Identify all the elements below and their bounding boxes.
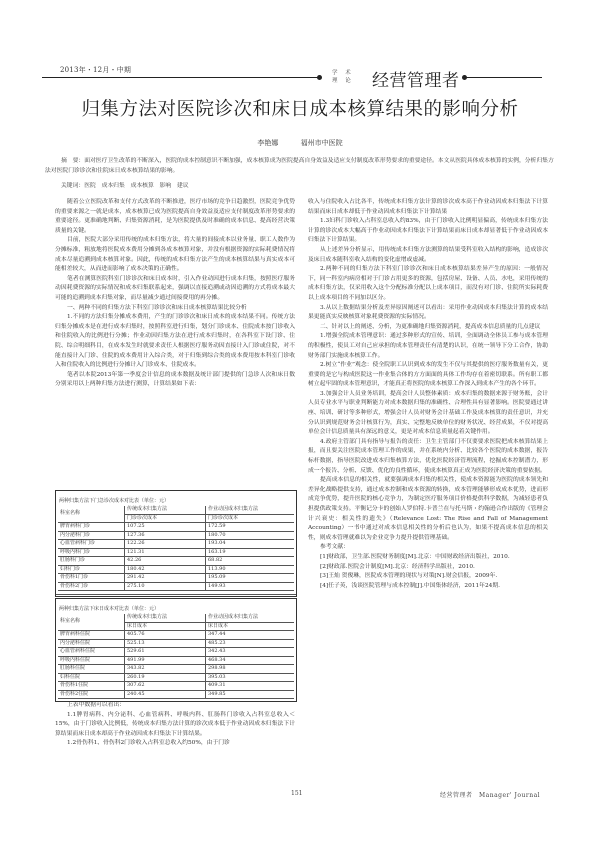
cell-traditional: 525.13 xyxy=(125,639,206,648)
table-row xyxy=(58,582,294,591)
table-row xyxy=(58,531,294,540)
cell-traditional: 121.31 xyxy=(125,548,206,557)
table-row xyxy=(58,574,294,583)
reference-item: [3]王灿 贺俊琳，医院成本管理的现状与对策[N].财会信报，2009年. xyxy=(320,573,498,580)
table-row xyxy=(58,523,294,532)
paragraph: 3.加强会计人员业务培训，提高会计人员整体素质：成本归集的数据来源于财务账，会计人员专业水平与职业判断能力对成本数据归集的准确性、合理性具有显著影响。医院要通过讲座、培训、研讨等多种形式，增强会计人员对财务会计基础工作及成本核算的责任意识，并充分认识到规范财务会计核算行为，真实、完整地反映单位的财务状况、经营成果，不仅对提高单位会计信息质量具有深远的意义，更是对成本信息质量起着关键作用。 xyxy=(308,390,548,436)
header-dept: 科室名称 xyxy=(58,614,125,631)
outpatient-cost-table xyxy=(55,490,297,597)
cell-dept: 妇科住院 xyxy=(58,673,125,682)
cell-dept: 内分泌科住院 xyxy=(58,639,125,648)
cell-dept: 妇科门诊 xyxy=(58,565,125,574)
cell-traditional: 240.45 xyxy=(125,690,206,699)
left-column-continued xyxy=(55,701,295,749)
cell-activity: 163.19 xyxy=(206,548,295,557)
cell-activity: 409.31 xyxy=(206,682,295,691)
paragraph: 2.两种不同的归集方法下科室门诊诊次和床日成本核算结果差异产生的原因：一般情况下，同一科室内病房相对于门诊占用更多的资源，包括房屋、设备、人员、水电，采用传统的成本归集方法，仅采用收入这个分配标准分配以上成本项目，而没有对门诊、住院所实际耗费以上成本项目的不同加以区分。 xyxy=(308,266,548,301)
cell-activity: 195.09 xyxy=(206,574,295,583)
author-name: 李艳娜 xyxy=(257,139,279,147)
inpatient-cost-table xyxy=(55,598,297,702)
cell-traditional: 180.42 xyxy=(125,565,206,574)
cell-dept: 脾胃病科住院 xyxy=(58,631,125,640)
reference-item: [4]任子英，浅谈医院管理与成本控制[J].中国集体经济，2011年24期. xyxy=(320,582,500,589)
cell-traditional: 127.36 xyxy=(125,531,206,540)
cell-activity: 349.85 xyxy=(206,690,295,699)
page-number: 151 xyxy=(291,790,303,797)
table-row xyxy=(58,639,294,648)
paragraph: 从上述差异分析显示，用传统成本归集方法测算的结果受科室收入结构的影响，造成诊次及床日成本随科室收入结构的变化虚增或虚减。 xyxy=(308,246,548,263)
table-row xyxy=(58,656,294,665)
header-dot-left xyxy=(317,75,322,80)
cell-traditional: 107.25 xyxy=(125,523,206,532)
cell-dept: 肛肠科住院 xyxy=(58,665,125,674)
paragraph: 2.树立“作业”观念：使全院职工认识到成本的发生不仅与其提供的医疗服务数量有关，更重要的是它与构成医院这一作业集合体的方方面面的具体工作均存在着密切联系。所有职工都树立起牢固的成本管理意识，才能真正将医院的成本核算工作深入到成本产生的各个环节。 xyxy=(308,362,548,388)
keywords: 关键词：医院 成本归集 成本核算 影响 建议 xyxy=(61,183,189,189)
header-activity: 作业动因成本归集方法 xyxy=(206,614,295,622)
paragraph: 1.增强全院成本管理意识：通过多种形式的宣传、培训，全面调动全体员工参与成本管理的积极性，使员工对自己应承担的成本管理责任有清楚的认识，在统一领导下分工合作，协助财务部门实施成本核算工作。 xyxy=(308,333,548,359)
cell-dept: 脾胃病科门诊 xyxy=(58,523,125,532)
cell-dept: 骨伤科1住院 xyxy=(58,682,125,691)
cell-activity: 68.82 xyxy=(206,557,295,566)
section-heading: 二、针对以上的阐述、分析，为更准确地归集资源消耗，提高成本信息质量的几点建议 xyxy=(320,323,541,330)
cell-dept: 呼吸内科门诊 xyxy=(58,548,125,557)
header-rule-left xyxy=(42,77,320,78)
cell-activity: 468.34 xyxy=(206,656,295,665)
paragraph: 笔者在测算医院科室门诊诊次和床日成本时，引入作业动因进行成本归集，按照医疗服务动因耗费资源的实际情况和成本归集联系起来，强调以直接追溯或动因追溯的方式将成本最大可能的追溯到成本归集对象，而尽量减少通过间接费用的再分摊。 xyxy=(55,275,295,301)
author-line xyxy=(0,138,600,148)
cell-dept: 肛肠科门诊 xyxy=(58,557,125,566)
cell-dept: 心血管病科门诊 xyxy=(58,540,125,549)
cell-activity: 113.90 xyxy=(206,565,295,574)
table-header-row xyxy=(58,614,294,622)
cell-activity: 485.23 xyxy=(206,639,295,648)
section-heading: 一、两种不同的归集方法下科室门诊诊次和床日成本核算结果比较分析 xyxy=(67,304,247,311)
references-heading: 参考文献： xyxy=(320,544,349,551)
cell-dept: 骨伤科1门诊 xyxy=(58,574,125,583)
page-header xyxy=(42,62,542,94)
paragraph: 目前，医院大部分采用传统的成本归集方法，将大量的间接成本以业务量、职工人数作为分摊标准，粗放地将医院成本费用分摊到各成本核算对象，并没有根据资源的实际耗费情况将成本尽量追溯到成本核算对象。因此，传统的成本归集方法产生的成本核算结果与真实成本可能相差较大，从而进而影响了成本决策的正确性。 xyxy=(55,237,295,273)
paragraph: 1.1脾胃病科、内分泌科、心血管病科、呼吸内科、肛肠科门诊收入占科室总收入＜15%，由于门诊收入比例低，传统成本归集方法计算的诊次成本低于作业动因成本归集法下计算结果而床日成本却高于作业动因成本归集法下计算结果。 xyxy=(55,711,295,737)
table-row xyxy=(58,682,294,691)
cell-activity: 149.93 xyxy=(206,582,295,591)
cell-activity: 342.43 xyxy=(206,648,295,657)
cell-traditional: 122.26 xyxy=(125,540,206,549)
paragraph: 提高成本信息的相关性，就要强调成本归集的相关性，使成本资源能为医院的成本领先和差异化战略提供支持，通过成本控制和成本资源的转换，成本管理能够形成成本优势，进而形成竞争优势，提升医院的核心竞争力，为制定医疗服务项目价格提供科学数据，为减轻患者负担提供政策支持。平衡记分卡的创始人罗伯特.卡普兰在与托马斯・约翰逊合作出版的《管理会计兴衰史：相关性的遗失》（Relevance Lost: The Rise and Fall of Management Accounting）一书中通过对成本信息相关性的分析后也认为，如果不提高成本信息的相关性，则成本管理就难以为企业竞争力提升提供管理基础。 xyxy=(308,477,548,541)
table-row xyxy=(58,540,294,549)
cell-dept: 心血管病科住院 xyxy=(58,648,125,657)
header-traditional: 传统成本归集方法 xyxy=(125,506,206,514)
cell-dept: 骨伤科2门诊 xyxy=(58,582,125,591)
cell-activity: 180.70 xyxy=(206,531,295,540)
right-column xyxy=(308,198,548,591)
cell-activity: 347.44 xyxy=(206,631,295,640)
paragraph: 上表中数据可以看出： xyxy=(67,702,125,708)
table-row xyxy=(58,673,294,682)
reference-item: [1]财政部，卫生部.医院财务制度[M].北京：中国财政经济出版社，2010. xyxy=(320,553,510,560)
table xyxy=(58,506,294,591)
cell-traditional: 529.61 xyxy=(125,648,206,657)
cell-traditional: 491.99 xyxy=(125,656,206,665)
subheader-traditional: 床日成本 xyxy=(125,622,206,631)
header-dept: 科室名称 xyxy=(58,506,125,523)
header-traditional: 传统成本归集方法 xyxy=(125,614,206,622)
cell-traditional: 343.82 xyxy=(125,665,206,674)
footer-journal: 经营管理者 Manager' Journal xyxy=(440,792,541,799)
column-label-bottom: 理 论 xyxy=(332,78,354,84)
cell-traditional: 405.76 xyxy=(125,631,206,640)
cell-traditional: 260.19 xyxy=(125,673,206,682)
cell-activity: 395.03 xyxy=(206,673,295,682)
cell-activity: 298.98 xyxy=(206,665,295,674)
paragraph: 1.3妇科门诊收入占科室总收入约83%，由于门诊收入比例明显偏高，传统成本归集方法计算的诊次成本大幅高于作业动因成本归集法下计算结果而床日成本却显著低于作业动因成本归集法下计算结果。 xyxy=(308,218,548,244)
column-label xyxy=(332,69,358,85)
left-column xyxy=(55,198,295,390)
subheader-traditional: 门诊诊次成本 xyxy=(125,514,206,523)
table xyxy=(58,614,294,699)
paragraph: 收入与住院收入占比各半，传统成本归集方法计算的诊次成本高于作业动因成本归集法下计算结果而床日成本却低于作业动因成本归集法下计算结果 xyxy=(308,199,548,215)
table-header-row xyxy=(58,506,294,514)
table-row xyxy=(58,648,294,657)
reference-item: [2]财政部.医院会计制度[M].北京：经济科学出版社，2010. xyxy=(320,563,475,570)
cell-traditional: 307.62 xyxy=(125,682,206,691)
cell-traditional: 42.26 xyxy=(125,557,206,566)
cell-dept: 内分泌科门诊 xyxy=(58,531,125,540)
table-row xyxy=(58,548,294,557)
header-rule-right xyxy=(465,77,542,78)
cell-dept: 呼吸内科住院 xyxy=(58,656,125,665)
subheader-activity: 门诊诊次成本 xyxy=(206,514,295,523)
paragraph: 笔者以本院2013年第一季度会计信息的成本数据及统计部门提供的门急诊人次和床日数分别采用以上两种归集方法进行测算，计算结果如下表： xyxy=(55,371,295,388)
journal-name: 经营管理者 xyxy=(372,71,460,91)
paragraph: 4.政府主管部门具有指导与报告的责任：卫生主管部门不仅要要求医院把成本核算结果上报，而且要关注医院成本管理工作的成果，并在系统内分析、比较各个医院的成本数据，报告标杆数据，指导医院改进成本归集核算方法，优化医院经济管理流程，挖掘成本控制潜力，形成一个报告、分析、反馈、优化的良性循环，使成本核算真正成为医院经济决策的重要依据。 xyxy=(308,438,548,474)
paragraph: 1.不同的方法归集分摊成本费用，产生的门诊诊次和床日成本的成本结果不同。传统方法归集分摊成本是在进行成本归集时，按照科室进行归集，划分门诊成本、住院成本按门诊收入和住院收入的比例进行分摊；作业动因归集方法在进行成本归集时，在各科室下设门诊、住院、综合明细科目，在成本发生时就要求责任人根据医疗服务动因直接计入门诊或住院，对不能直接计入门诊、住院的成本费用计入综合类，对于归集到综合类的成本费用按本科室门诊收入和住院收入的比例进行分摊计入门诊成本、住院成本。 xyxy=(55,314,295,369)
table-row xyxy=(58,690,294,699)
table-row xyxy=(58,565,294,574)
abstract: 摘 要：面对医疗卫生改革的不断深入，医院的成本控制意识不断加强，成本核算成为医院提高自身效益及适应支付制度改革形势要求的重要途径。本文从医院具体成本核算的实例，分析归集方法对医院门诊诊次和住院床日成本核算结果的影响。 xyxy=(45,158,554,174)
paragraph: 随着公立医院改革和支付方式改革的不断推进，医疗市场的竞争日趋激烈，医院竞争优势的重要来源之一就是成本，成本核算已成为医院提高自身效益及适应支付制度改革形势要求的重要途径。更准确地判断、归集资源消耗，是为医院提供及时准确的成本信息、提高经营决策质量的关键。 xyxy=(55,199,295,234)
issue-date: 2013年・12月・中期 xyxy=(60,66,132,74)
cell-activity: 193.04 xyxy=(206,540,295,549)
column-label-top: 学 术 xyxy=(332,70,354,76)
cell-traditional: 275.10 xyxy=(125,582,206,591)
table-row xyxy=(58,557,294,566)
table-caption: 两种归集方法下门急诊次成本对比表（单位：元） xyxy=(59,498,170,504)
cell-activity: 172.59 xyxy=(206,523,295,532)
table-caption: 两种归集方法下床日成本对比表（单位：元） xyxy=(59,606,160,612)
paragraph: 1.2骨伤科1、骨伤科2门诊收入占科室总收入约50%，由于门诊 xyxy=(67,740,230,747)
article-title: 归集方法对医院诊次和床日成本核算结果的影响分析 xyxy=(81,99,519,120)
table-row xyxy=(58,631,294,640)
cell-traditional: 291.42 xyxy=(125,574,206,583)
header-activity: 作业动因成本归集方法 xyxy=(206,506,295,514)
subheader-activity: 床日成本 xyxy=(206,622,295,631)
paragraph: 3.从以上数据结果分析及差异原因阐述可以看出：采用作业动因成本归集法计算的成本结果更能真实反映核算对象耗费资源的实际情况。 xyxy=(308,304,548,321)
cell-dept: 骨伤科2住院 xyxy=(58,690,125,699)
table-row xyxy=(58,665,294,674)
author-affiliation: 福州市中医院 xyxy=(300,139,343,147)
